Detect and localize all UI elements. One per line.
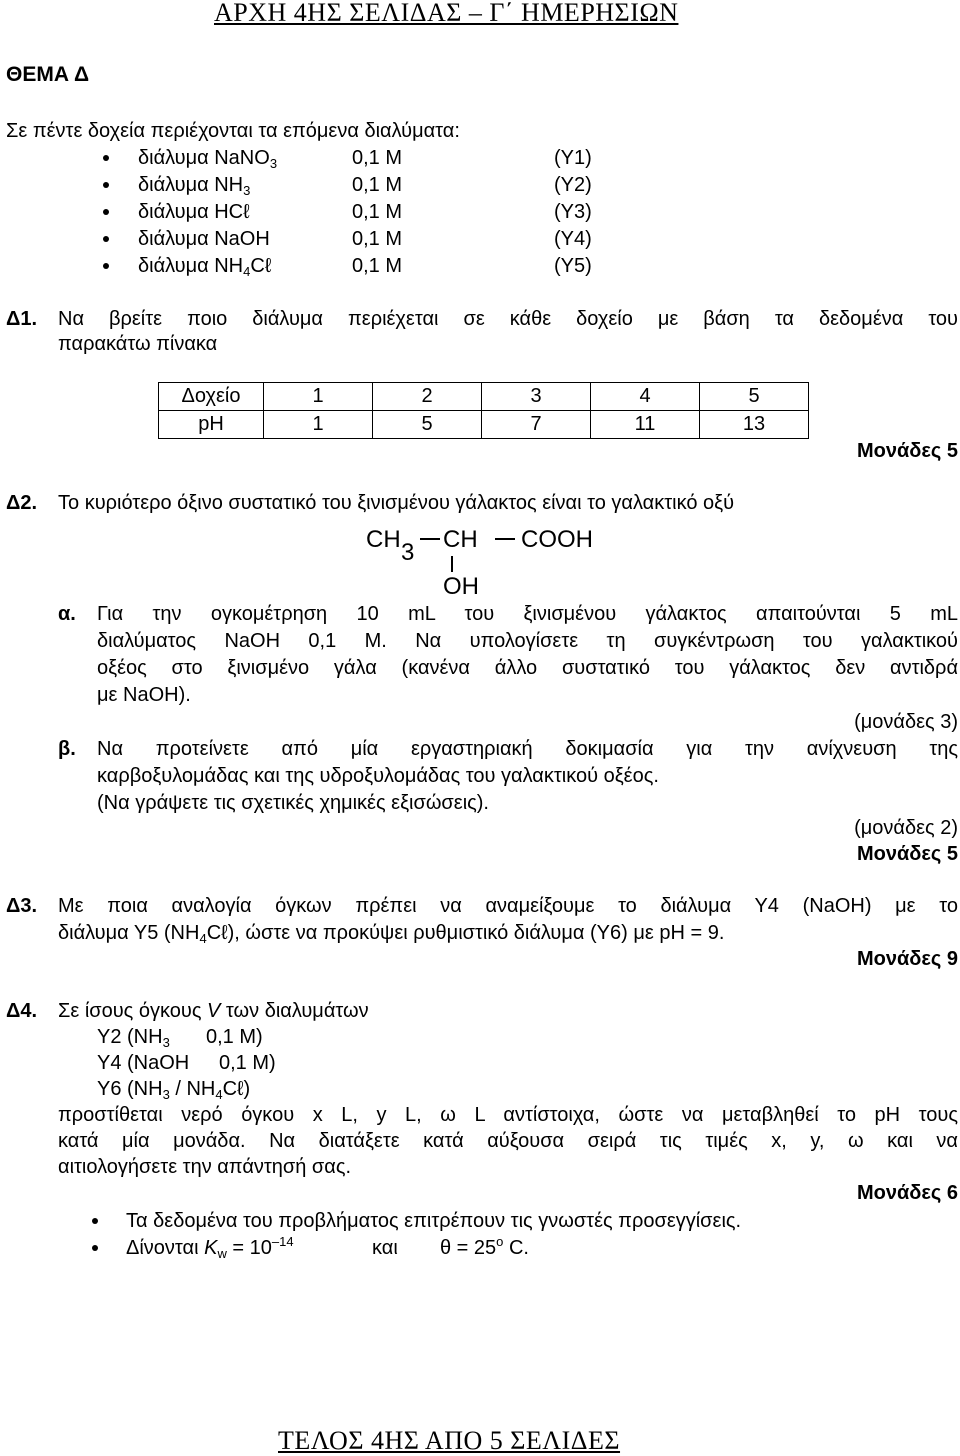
- bullet-icon: [103, 236, 109, 242]
- table-cell: Δοχείο: [159, 383, 264, 411]
- solution-label: (Υ1): [554, 147, 592, 169]
- bullet-icon: [103, 182, 109, 188]
- d2a-line-1: Για την ογκομέτρηση 10 mL του ξινισμένου γάλακτος απαιτούνται 5 mL: [97, 603, 958, 625]
- note-and: και: [372, 1237, 398, 1259]
- table-cell: pH: [159, 411, 264, 439]
- d4-line-1: Σε ίσους όγκους V των διαλυμάτων: [58, 1000, 369, 1022]
- d2-number: Δ2.: [6, 492, 38, 514]
- d3-marks: Μονάδες 9: [857, 948, 958, 970]
- theme-title: ΘΕΜΑ Δ: [6, 63, 90, 86]
- bullet-icon: [92, 1245, 98, 1251]
- solution-label: (Υ5): [554, 255, 592, 277]
- page-footer: ΤΕΛΟΣ 4ΗΣ ΑΠΟ 5 ΣΕΛΙΔΕΣ: [278, 1426, 621, 1455]
- d2a-line-4: με NaOH).: [97, 684, 191, 706]
- page-header: ΑΡΧΗ 4ΗΣ ΣΕΛΙΔΑΣ – Γ΄ ΗΜΕΡΗΣΙΩΝ: [214, 0, 679, 27]
- d2-intro: Το κυριότερο όξινο συστατικό του ξινισμένου γάλακτος είναι το γαλακτικό οξύ: [58, 492, 735, 514]
- d4-number: Δ4.: [6, 1000, 38, 1022]
- d4-paragraph-2: κατά μία μονάδα. Να διατάξετε κατά αύξουσα σειρά τις τιμές x, y, ω και να: [58, 1130, 958, 1152]
- bond-line: [420, 538, 440, 540]
- table-cell: 11: [591, 411, 700, 439]
- d1-line-2: παρακάτω πίνακα: [58, 333, 218, 355]
- ph-table: [158, 382, 809, 439]
- d1-marks: Μονάδες 5: [857, 440, 958, 462]
- table-cell: 7: [482, 411, 591, 439]
- note-temperature: $\theta = 25^o$ C.: [440, 1234, 529, 1259]
- solution-label: (Υ3): [554, 201, 592, 223]
- d2a-line-2: διαλύματος NaOH 0,1 M. Να υπολογίσετε τη συγκέντρωση του γαλακτικού: [97, 630, 958, 652]
- solution-name: διάλυμα HCℓ: [138, 201, 250, 223]
- d3-line-2: διάλυμα Υ5 $(NH_4C\ell)$, ώστε να προκύψει ρυθμιστικό διάλυμα (Υ6) με pH = 9.: [58, 922, 725, 946]
- d2a-marks: (μονάδες 3): [854, 711, 958, 733]
- d3-number: Δ3.: [6, 895, 38, 917]
- solution-name: διάλυμα NaOH: [138, 228, 270, 250]
- table-row: [159, 411, 809, 439]
- table-cell: 4: [591, 383, 700, 411]
- formula-cooh: COOH: [521, 526, 593, 553]
- solution-conc: 0,1 M: [352, 174, 403, 196]
- solution-label: (Υ4): [554, 228, 592, 250]
- d4-y4-conc: 0,1 M): [219, 1052, 276, 1074]
- table-cell: 5: [373, 411, 482, 439]
- d2b-line-2: καρβοξυλομάδας και της υδροξυλομάδας του γαλακτικού οξέος.: [97, 765, 659, 787]
- table-cell: 1: [264, 411, 373, 439]
- formula-subscript-3: 3: [401, 539, 415, 566]
- d4-paragraph-1: προστίθεται νερό όγκου x L, y L, ω L αντίστοιχα, ώστε να μεταβληθεί το pH τους: [58, 1104, 958, 1126]
- table-cell: 1: [264, 383, 373, 411]
- d1-number: Δ1.: [6, 308, 38, 330]
- note-constants: Δίνονται $K_w = 10^{-14}$: [126, 1234, 294, 1261]
- table-cell: 2: [373, 383, 482, 411]
- d4-y2-conc: 0,1 M): [206, 1026, 263, 1048]
- solution-conc: 0,1 M: [352, 255, 403, 277]
- solution-name: διάλυμα NH: [138, 255, 244, 277]
- bullet-icon: [92, 1218, 98, 1224]
- d4-marks: Μονάδες 6: [857, 1182, 958, 1204]
- d4-y6: Υ6 ($NH_3$ / $NH_4C\ell$): [97, 1078, 251, 1102]
- solution-label: (Υ2): [554, 174, 592, 196]
- bond-line: [451, 556, 453, 572]
- bullet-icon: [103, 209, 109, 215]
- d2a-line-3: οξέος στο ξινισμένο γάλα (κανένα άλλο συστατικό του γάλακτος δεν αντιδρά: [97, 657, 958, 679]
- formula-ch: CH: [443, 526, 478, 553]
- d2b-marks: (μονάδες 2): [854, 817, 958, 839]
- table-cell: 5: [700, 383, 809, 411]
- formula-ch3-c: CH: [366, 526, 401, 553]
- bullet-icon: [103, 263, 109, 269]
- d4-y2: Υ2 ($NH_3$: [97, 1026, 170, 1050]
- solution-conc: 0,1 M: [352, 147, 403, 169]
- d2b-label: β.: [58, 738, 76, 760]
- solution-conc: 0,1 M: [352, 228, 403, 250]
- table-row: [159, 383, 809, 411]
- d2b-line-1: Να προτείνετε από μία εργαστηριακή δοκιμασία για την ανίχνευση της: [97, 738, 958, 760]
- solution-conc: 0,1 M: [352, 201, 403, 223]
- table-cell: 3: [482, 383, 591, 411]
- solution-name: διάλυμα NH: [138, 174, 244, 196]
- bond-line: [495, 538, 515, 540]
- d2b-line-3: (Να γράψετε τις σχετικές χημικές εξισώσεις).: [97, 792, 489, 814]
- d3-line-1: Με ποια αναλογία όγκων πρέπει να αναμείξουμε το διάλυμα Υ4 (NaOH) με το: [58, 895, 958, 917]
- bullet-icon: [103, 155, 109, 161]
- d1-line-1: Να βρείτε ποιο διάλυμα περιέχεται σε κάθε δοχείο με βάση τα δεδομένα του: [58, 308, 958, 330]
- intro-text: Σε πέντε δοχεία περιέχονται τα επόμενα διαλύματα:: [6, 120, 460, 142]
- table-cell: 13: [700, 411, 809, 439]
- d2a-label: α.: [58, 603, 76, 625]
- d2-marks: Μονάδες 5: [857, 843, 958, 865]
- d4-y4: Υ4 (NaOH: [97, 1052, 190, 1074]
- note-approximations: Τα δεδομένα του προβλήματος επιτρέπουν τις γνωστές προσεγγίσεις.: [126, 1210, 742, 1232]
- d4-paragraph-3: αιτιολογήσετε την απάντησή σας.: [58, 1156, 352, 1178]
- solution-name: διάλυμα NaNO: [138, 147, 270, 169]
- formula-oh: OH: [443, 573, 479, 600]
